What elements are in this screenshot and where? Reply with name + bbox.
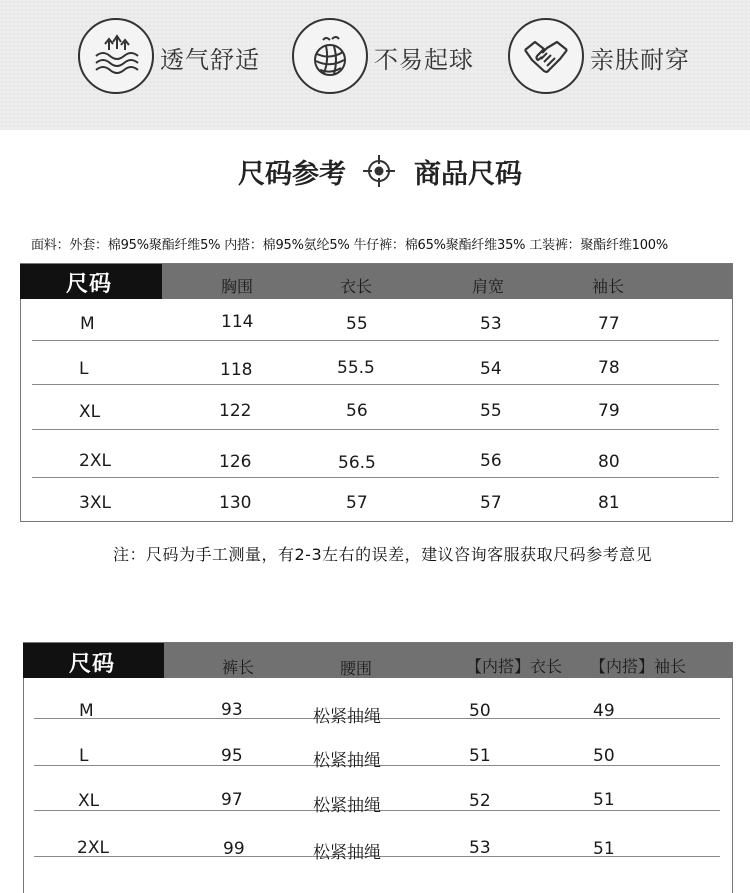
waist-cell: 松紧抽绳 bbox=[313, 796, 381, 816]
size-header-cell bbox=[20, 264, 162, 299]
feature-label: 不易起球 bbox=[374, 46, 474, 74]
product-size-title: 商品尺码 bbox=[414, 159, 522, 190]
waist-cell: 松紧抽绳 bbox=[313, 751, 381, 771]
header-shoulder: 肩宽 bbox=[472, 277, 505, 296]
sleeve-cell: 77 bbox=[598, 314, 620, 334]
shoulder-cell: 55 bbox=[480, 401, 502, 421]
length-cell: 56.5 bbox=[338, 453, 376, 473]
waist-cell: 松紧抽绳 bbox=[313, 843, 381, 863]
inner-length-cell: 51 bbox=[469, 746, 491, 766]
breathable-waves-icon bbox=[78, 18, 154, 94]
header-inner-length: 【内搭】衣长 bbox=[466, 657, 563, 676]
inner-sleeve-cell: 50 bbox=[593, 746, 615, 766]
sleeve-cell: 81 bbox=[598, 493, 620, 513]
length-cell: 57 bbox=[346, 493, 368, 513]
measurement-note: 注：尺码为手工测量，有2-3左右的误差，建议咨询客服获取尺码参考意见 bbox=[113, 545, 653, 564]
header-pants-length: 裤长 bbox=[222, 658, 255, 677]
row-divider bbox=[32, 429, 719, 430]
chest-cell: 114 bbox=[221, 312, 254, 332]
header-chest: 胸围 bbox=[221, 277, 254, 296]
shoulder-cell: 54 bbox=[480, 359, 502, 379]
inner-sleeve-cell: 51 bbox=[593, 839, 615, 859]
shoulder-cell: 56 bbox=[480, 451, 502, 471]
size-cell: 3XL bbox=[79, 493, 111, 513]
row-divider bbox=[32, 477, 719, 478]
chest-cell: 130 bbox=[219, 493, 252, 513]
chest-cell: 118 bbox=[220, 360, 253, 380]
chest-cell: 122 bbox=[219, 401, 252, 421]
size-header-label: 尺码 bbox=[66, 272, 113, 297]
inner-sleeve-cell: 51 bbox=[593, 790, 615, 810]
header-inner-sleeve: 【内搭】袖长 bbox=[590, 657, 687, 676]
row-divider bbox=[32, 384, 719, 385]
sleeve-cell: 78 bbox=[598, 358, 620, 378]
inner-sleeve-cell: 49 bbox=[593, 701, 615, 721]
inner-length-cell: 52 bbox=[469, 791, 491, 811]
length-cell: 56 bbox=[346, 401, 368, 421]
pants-length-cell: 95 bbox=[221, 746, 243, 766]
size-header-label: 尺码 bbox=[69, 652, 116, 677]
pants-length-cell: 99 bbox=[223, 839, 245, 859]
yarn-ball-icon bbox=[292, 18, 368, 94]
size-cell: M bbox=[80, 314, 95, 334]
sleeve-cell: 80 bbox=[598, 452, 620, 472]
size-cell: L bbox=[79, 359, 89, 379]
pants-length-cell: 97 bbox=[221, 790, 243, 810]
length-cell: 55 bbox=[346, 314, 368, 334]
size-cell: M bbox=[79, 701, 94, 721]
feature-banner bbox=[0, 0, 750, 130]
table-frame bbox=[20, 263, 733, 522]
size-cell: XL bbox=[79, 402, 101, 422]
size-cell: 2XL bbox=[77, 838, 109, 858]
size-cell: L bbox=[79, 746, 89, 766]
pants-length-cell: 93 bbox=[221, 700, 243, 720]
size-cell: 2XL bbox=[79, 451, 111, 471]
feature-label: 透气舒适 bbox=[160, 46, 260, 74]
length-cell: 55.5 bbox=[337, 358, 375, 378]
chest-cell: 126 bbox=[219, 452, 252, 472]
shoulder-cell: 57 bbox=[480, 493, 502, 513]
crosshair-target-icon bbox=[362, 154, 396, 192]
section-title bbox=[0, 150, 750, 190]
sleeve-cell: 79 bbox=[598, 401, 620, 421]
header-length: 衣长 bbox=[340, 277, 373, 296]
inner-length-cell: 50 bbox=[469, 701, 491, 721]
fabric-composition: 面料：外套：棉95%聚酯纤维5% 内搭：棉95%氨纶5% 牛仔裤：棉65%聚酯纤维35% 工装裤：聚酯纤维100% bbox=[31, 238, 668, 253]
header-sleeve: 袖长 bbox=[592, 277, 625, 296]
row-divider bbox=[32, 340, 719, 341]
handshake-icon bbox=[508, 18, 584, 94]
feature-label: 亲肤耐穿 bbox=[590, 46, 690, 74]
header-waist: 腰围 bbox=[340, 659, 373, 678]
waist-cell: 松紧抽绳 bbox=[313, 707, 381, 727]
size-header-cell bbox=[23, 643, 164, 678]
size-cell: XL bbox=[78, 791, 100, 811]
shoulder-cell: 53 bbox=[480, 314, 502, 334]
size-reference-title: 尺码参考 bbox=[238, 159, 346, 190]
inner-length-cell: 53 bbox=[469, 838, 491, 858]
